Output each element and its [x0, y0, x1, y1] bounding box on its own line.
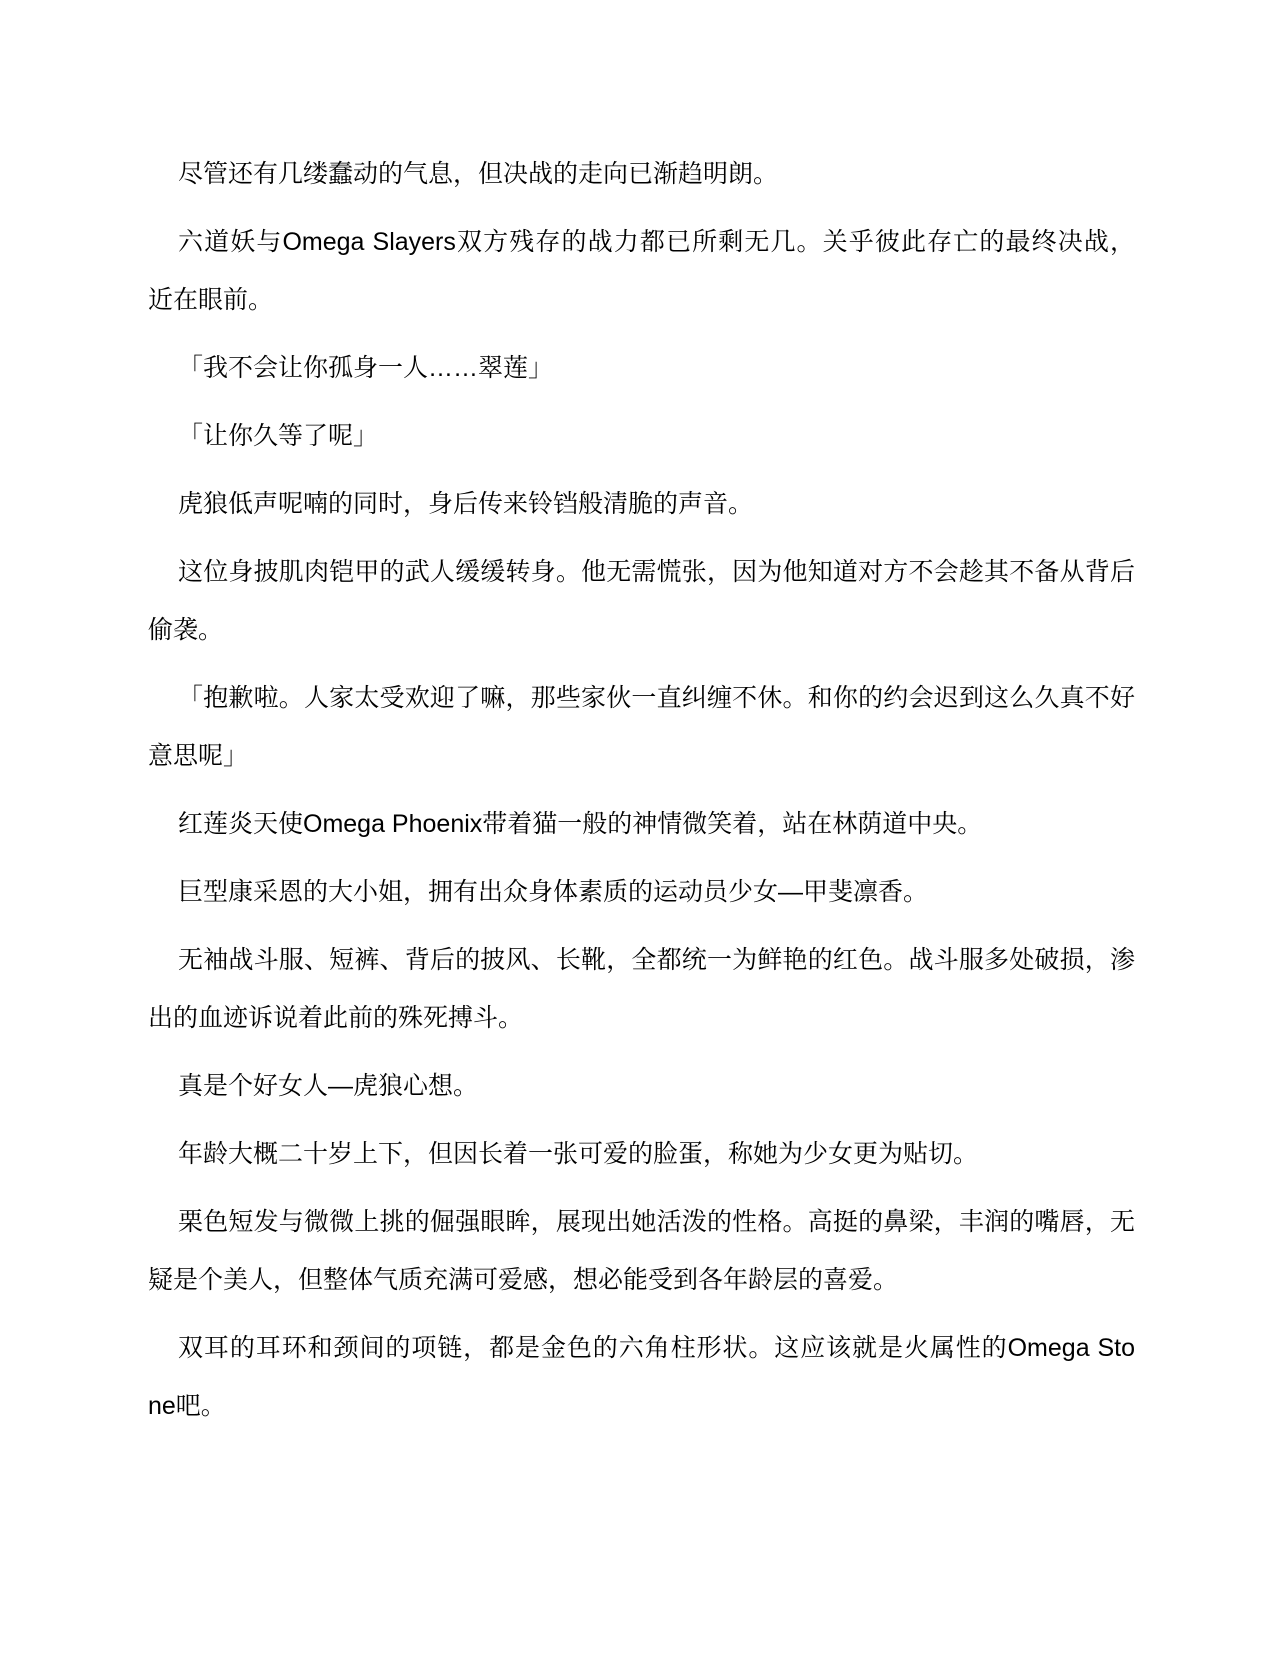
paragraph-line: 这位身披肌肉铠甲的武人缓缓转身。他无需慌张，因为他知道对方不会趁其不备从背后	[178, 558, 1135, 586]
paragraph-line: 巨型康采恩的大小姐，拥有出众身体素质的运动员少女—甲斐凛香。	[178, 878, 929, 906]
paragraph-line: 「抱歉啦。人家太受欢迎了嘛，那些家伙一直纠缠不休。和你的约会迟到这么久真不好	[178, 684, 1135, 712]
paragraph-line: 无袖战斗服、短裤、背后的披风、长靴，全都统一为鲜艳的红色。战斗服多处破损，渗	[178, 946, 1135, 974]
paragraph-line: 双耳的耳环和颈间的项链，都是金色的六角柱形状。这应该就是火属性的Omega Sto	[178, 1334, 1135, 1362]
paragraph	[148, 1193, 1135, 1309]
paragraph-line: 近在眼前。	[148, 286, 274, 314]
document-page	[148, 145, 1135, 1445]
paragraph	[148, 1319, 1135, 1435]
paragraph	[148, 795, 1135, 853]
paragraph	[148, 145, 1135, 203]
paragraph	[148, 1125, 1135, 1183]
paragraph-line: 出的血迹诉说着此前的殊死搏斗。	[148, 1004, 524, 1032]
paragraph	[148, 863, 1135, 921]
paragraph-line: 红莲炎天使Omega Phoenix带着猫一般的神情微笑着，站在林荫道中央。	[178, 810, 983, 838]
paragraph	[148, 931, 1135, 1047]
paragraph-line: 栗色短发与微微上挑的倔强眼眸，展现出她活泼的性格。高挺的鼻梁，丰润的嘴唇，无	[178, 1208, 1135, 1236]
paragraph	[148, 1057, 1135, 1115]
paragraph	[148, 407, 1135, 465]
paragraph-line: ne吧。	[148, 1392, 226, 1420]
paragraph-line: 真是个好女人—虎狼心想。	[178, 1072, 479, 1100]
paragraph-line: 「我不会让你孤身一人……翠莲」	[178, 354, 554, 382]
paragraph-line: 虎狼低声呢喃的同时，身后传来铃铛般清脆的声音。	[178, 490, 754, 518]
paragraph-line: 年龄大概二十岁上下，但因长着一张可爱的脸蛋，称她为少女更为贴切。	[178, 1140, 979, 1168]
paragraph	[148, 339, 1135, 397]
page-content	[148, 145, 1135, 1435]
paragraph	[148, 543, 1135, 659]
paragraph-line: 尽管还有几缕蠢动的气息，但决战的走向已渐趋明朗。	[178, 160, 779, 188]
paragraph-line: 疑是个美人，但整体气质充满可爱感，想必能受到各年龄层的喜爱。	[148, 1266, 899, 1294]
paragraph-line: 偷袭。	[148, 616, 224, 644]
paragraph	[148, 475, 1135, 533]
paragraph-line: 「让你久等了呢」	[178, 422, 379, 450]
paragraph-line: 六道妖与Omega Slayers双方残存的战力都已所剩无几。关乎彼此存亡的最终决战，	[178, 228, 1135, 256]
paragraph	[148, 669, 1135, 785]
paragraph-line: 意思呢」	[148, 742, 249, 770]
paragraph	[148, 213, 1135, 329]
